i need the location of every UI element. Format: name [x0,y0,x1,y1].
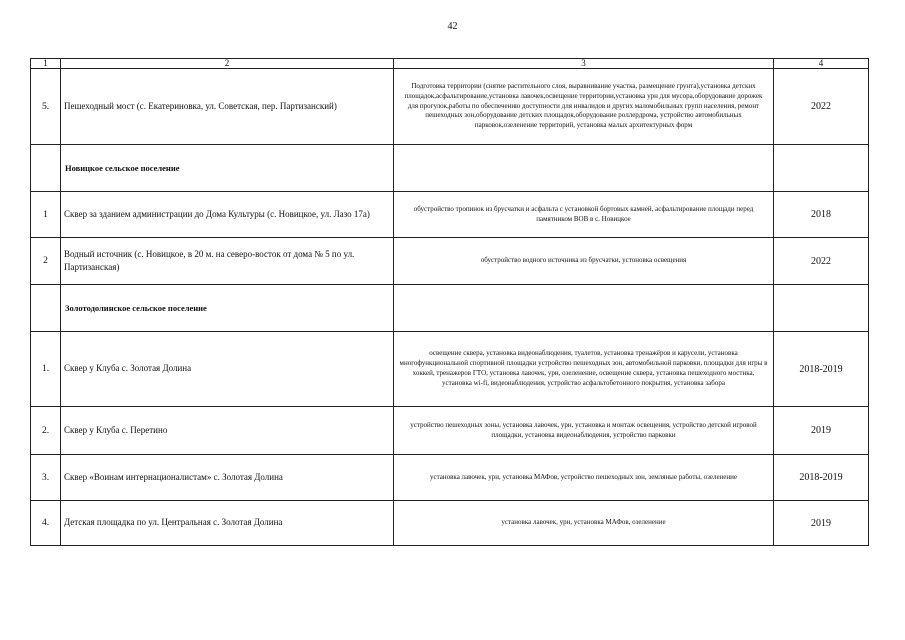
header-row [31,59,869,69]
works-description: установка лавочек, урн, установка МАФов, устройство пешеходных зон, земляные работы, озеленение [394,455,774,501]
object-name: Детская площадка по ул. Центральная с. Золотая Долина [61,501,394,546]
works-description: обустройство тропинок из брусчатки и асфальта с установкой бортовых камней, асфальтирование площади перед памятником ВОВ в с. Новицкое [394,192,774,238]
header-col-2: 2 [61,59,394,69]
row-number: 3. [31,455,61,501]
object-name: Пешеходный мост (с. Екатериновка, ул. Советская, пер. Партизанский) [61,69,394,145]
year-cell: 2018-2019 [774,455,869,501]
year-cell: 2018 [774,192,869,238]
section-title: Новицкое сельское поселение [61,145,394,192]
object-name: Сквер за зданием администрации до Дома Культуры (с. Новицкое, ул. Лазо 17а) [61,192,394,238]
section-title: Золотодолинское сельское поселение [61,285,394,332]
row-number: 2. [31,407,61,455]
table-row [31,407,869,455]
table-row [31,69,869,145]
object-name: Сквер у Клуба с. Перетино [61,407,394,455]
table-row [31,238,869,285]
row-number: 1 [31,192,61,238]
year-cell: 2019 [774,501,869,546]
object-name: Сквер «Воинам интернационалистам» с. Золотая Долина [61,455,394,501]
section-row [31,285,869,332]
header-col-1: 1 [31,59,61,69]
row-number: 5. [31,69,61,145]
header-col-4: 4 [774,59,869,69]
works-description: Подготовка территории (снятие растительного слоя, выравнивание участка, размещение грунта),установка детских площадок,асфальтирование,установка лавочек,освещение территории,установка урн для мусора,оборудование дорожек для прогулок,работы по обеспечению доступности для инвалидов и других маломобильных групп населения, ремонт пешеходных зон,оборудование детских площадок,оборудование роллердрома, устройство автомобильных парковок,озеленение территорий, установка малых архитектурных форм [394,69,774,145]
year-cell: 2018-2019 [774,332,869,407]
table-row [31,501,869,546]
year-cell: 2022 [774,238,869,285]
row-number: 1. [31,332,61,407]
works-description: устройство пешеходных зоны, установка лавочек, урн, установка и монтаж освещения, устройство детской игровой площадки, установка видеонаблюдения, устройство парковки [394,407,774,455]
row-number: 2 [31,238,61,285]
works-description: установка лавочек, урн, установка МАФов, озеленение [394,501,774,546]
works-description: освещение сквера, установка видеонаблюдения, туалетов, установка тренажёров и карусели, установка многофункциональной спортивной площадки устройство пешеходных зон, автомобильной парковки, площадки для игры в хоккей, тренажеров ГТО, установка лавочек, урн, озеленение, освещение сквера, установка пешеходного мостика, установка wi-fi, видеонаблюдения, устройство асфальтобетонного покрытия, установка забора [394,332,774,407]
table-row [31,192,869,238]
page-number: 42 [447,21,458,32]
object-name: Водный источник (с. Новицкое, в 20 м. на северо-восток от дома № 5 по ул. Партизанская) [61,238,394,285]
row-number: 4. [31,501,61,546]
object-name: Сквер у Клуба с. Золотая Долина [61,332,394,407]
works-description: обустройство водного источника из брусчатки, устоновка освещения [394,238,774,285]
year-cell: 2019 [774,407,869,455]
year-cell: 2022 [774,69,869,145]
table-row [31,332,869,407]
section-row [31,145,869,192]
table-row [31,455,869,501]
header-col-3: 3 [394,59,774,69]
objects-table [30,58,869,546]
